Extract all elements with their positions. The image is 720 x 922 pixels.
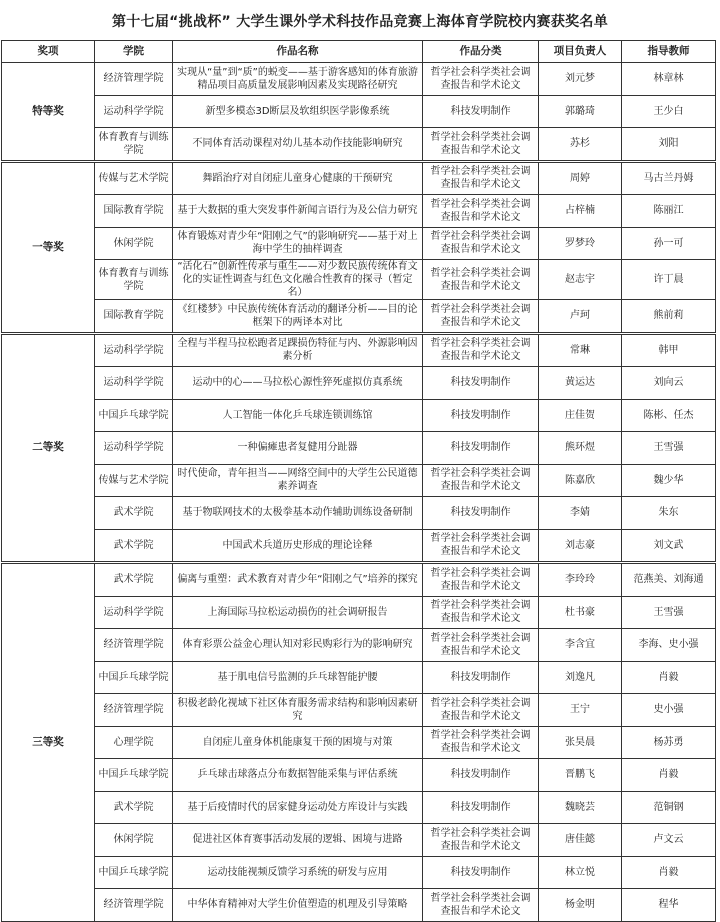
table-row — [2, 333, 716, 367]
cell-category: 哲学社会科学类社会调查报告和学术论文 — [423, 726, 539, 759]
cell-college: 经济管理学院 — [95, 63, 173, 96]
cell-category: 哲学社会科学类社会调查报告和学术论文 — [423, 128, 539, 162]
cell-work-title: 新型多模态3D断层及软组织医学影像系统 — [173, 95, 423, 128]
cell-category: 科技发明制作 — [423, 432, 539, 465]
award-level: 一等奖 — [2, 161, 95, 333]
table-row — [2, 889, 716, 922]
cell-category: 哲学社会科学类社会调查报告和学术论文 — [423, 629, 539, 662]
cell-college: 国际教育学院 — [95, 300, 173, 334]
cell-leader: 李玲玲 — [539, 563, 622, 597]
cell-leader: 赵志宇 — [539, 260, 622, 300]
cell-leader: 陈嘉欣 — [539, 464, 622, 497]
header-row — [2, 41, 716, 63]
cell-work-title: 促进社区体育赛事活动发展的逻辑、困境与进路 — [173, 824, 423, 857]
cell-leader: 林立悦 — [539, 856, 622, 889]
table-row — [2, 661, 716, 694]
cell-college: 武术学院 — [95, 563, 173, 597]
cell-advisor: 朱东 — [622, 497, 716, 530]
cell-work-title: 上海国际马拉松运动损伤的社会调研报告 — [173, 596, 423, 629]
table-row — [2, 791, 716, 824]
cell-category: 科技发明制作 — [423, 95, 539, 128]
cell-work-title: 基于后疫情时代的居家健身运动处方库设计与实践 — [173, 791, 423, 824]
cell-college: 运动科学学院 — [95, 95, 173, 128]
cell-college: 运动科学学院 — [95, 367, 173, 400]
cell-category: 哲学社会科学类社会调查报告和学术论文 — [423, 889, 539, 922]
cell-category: 哲学社会科学类社会调查报告和学术论文 — [423, 63, 539, 96]
cell-advisor: 王雪强 — [622, 432, 716, 465]
table-row — [2, 63, 716, 96]
header-work-title: 作品名称 — [173, 41, 423, 63]
cell-advisor: 史小强 — [622, 694, 716, 727]
cell-category: 科技发明制作 — [423, 367, 539, 400]
cell-leader: 刘元梦 — [539, 63, 622, 96]
table-row — [2, 629, 716, 662]
cell-advisor: 肖毅 — [622, 661, 716, 694]
cell-leader: 李婧 — [539, 497, 622, 530]
cell-leader: 刘志豪 — [539, 529, 622, 563]
table-row — [2, 195, 716, 228]
cell-college: 中国乒乓球学院 — [95, 759, 173, 792]
cell-leader: 苏杉 — [539, 128, 622, 162]
table-row — [2, 596, 716, 629]
table-row — [2, 856, 716, 889]
cell-work-title: 自闭症儿童身体机能康复干预的困境与对策 — [173, 726, 423, 759]
cell-college: 经济管理学院 — [95, 889, 173, 922]
cell-college: 休闲学院 — [95, 227, 173, 260]
cell-work-title: 一种偏瘫患者复健用分趾器 — [173, 432, 423, 465]
cell-leader: 庄佳贺 — [539, 399, 622, 432]
cell-category: 哲学社会科学类社会调查报告和学术论文 — [423, 195, 539, 228]
cell-college: 体育教育与训练学院 — [95, 128, 173, 162]
cell-leader: 唐佳懿 — [539, 824, 622, 857]
cell-category: 哲学社会科学类社会调查报告和学术论文 — [423, 464, 539, 497]
cell-advisor: 魏少华 — [622, 464, 716, 497]
cell-college: 中国乒乓球学院 — [95, 856, 173, 889]
cell-work-title: 《红楼梦》中民族传统体育活动的翻译分析——目的论框架下的两译本对比 — [173, 300, 423, 334]
cell-advisor: 林章林 — [622, 63, 716, 96]
cell-category: 科技发明制作 — [423, 497, 539, 530]
cell-work-title: 全程与半程马拉松跑者足踝损伤特征与内、外源影响因素分析 — [173, 333, 423, 367]
cell-work-title: 中华体育精神对大学生价值塑造的机理及引导策略 — [173, 889, 423, 922]
table-row — [2, 464, 716, 497]
cell-leader: 张昊晨 — [539, 726, 622, 759]
cell-work-title: 人工智能一体化乒乓球连锁训练馆 — [173, 399, 423, 432]
cell-advisor: 马古兰丹姆 — [622, 161, 716, 195]
table-row — [2, 300, 716, 334]
cell-work-title: 体育锻炼对青少年“阳刚之气”的影响研究——基于对上海中学生的抽样调查 — [173, 227, 423, 260]
table-row — [2, 432, 716, 465]
table-row — [2, 694, 716, 727]
cell-advisor: 孙一可 — [622, 227, 716, 260]
cell-college: 国际教育学院 — [95, 195, 173, 228]
cell-leader: 杨金明 — [539, 889, 622, 922]
cell-work-title: 偏离与重塑：武术教育对青少年“阳刚之气”培养的探究 — [173, 563, 423, 597]
cell-work-title: 运动中的心——马拉松心源性猝死虚拟仿真系统 — [173, 367, 423, 400]
document-title: 第十七届“挑战杯” 大学生课外学术科技作品竞赛上海体育学院校内赛获奖名单 — [111, 14, 609, 30]
cell-advisor: 陈丽江 — [622, 195, 716, 228]
cell-category: 哲学社会科学类社会调查报告和学术论文 — [423, 300, 539, 334]
cell-advisor: 范燕美、刘海通 — [622, 563, 716, 597]
cell-category: 科技发明制作 — [423, 661, 539, 694]
cell-category: 哲学社会科学类社会调查报告和学术论文 — [423, 596, 539, 629]
table-row — [2, 128, 716, 162]
cell-leader: 周婷 — [539, 161, 622, 195]
header-leader: 项目负责人 — [539, 41, 622, 63]
cell-category: 哲学社会科学类社会调查报告和学术论文 — [423, 563, 539, 597]
award-level: 三等奖 — [2, 563, 95, 922]
cell-work-title: 乒乓球击球落点分布数据智能采集与评估系统 — [173, 759, 423, 792]
cell-category: 科技发明制作 — [423, 856, 539, 889]
cell-advisor: 王雪强 — [622, 596, 716, 629]
cell-leader: 晋鹏飞 — [539, 759, 622, 792]
cell-work-title: 基于肌电信号监测的乒乓球智能护腰 — [173, 661, 423, 694]
cell-advisor: 程华 — [622, 889, 716, 922]
cell-work-title: 基于大数据的重大突发事件新闻言语行为及公信力研究 — [173, 195, 423, 228]
table-row — [2, 529, 716, 563]
cell-college: 武术学院 — [95, 497, 173, 530]
cell-leader: 杜书豪 — [539, 596, 622, 629]
cell-college: 心理学院 — [95, 726, 173, 759]
cell-advisor: 李海、史小强 — [622, 629, 716, 662]
cell-advisor: 卢文云 — [622, 824, 716, 857]
cell-college: 运动科学学院 — [95, 596, 173, 629]
cell-college: 武术学院 — [95, 529, 173, 563]
header-advisor: 指导教师 — [622, 41, 716, 63]
header-college: 学院 — [95, 41, 173, 63]
cell-work-title: 中国武术兵道历史形成的理论诠释 — [173, 529, 423, 563]
table-row — [2, 161, 716, 195]
cell-leader: 常琳 — [539, 333, 622, 367]
cell-work-title: 时代使命，青年担当——网络空间中的大学生公民道德素养调查 — [173, 464, 423, 497]
cell-advisor: 刘阳 — [622, 128, 716, 162]
cell-advisor: 刘文武 — [622, 529, 716, 563]
cell-advisor: 韩甲 — [622, 333, 716, 367]
cell-advisor: 熊前莉 — [622, 300, 716, 334]
cell-college: 武术学院 — [95, 791, 173, 824]
cell-leader: 郭璐琦 — [539, 95, 622, 128]
cell-advisor: 杨苏勇 — [622, 726, 716, 759]
table-row — [2, 399, 716, 432]
cell-advisor: 陈彬、任杰 — [622, 399, 716, 432]
cell-college: 经济管理学院 — [95, 694, 173, 727]
cell-work-title: 舞蹈治疗对自闭症儿童身心健康的干预研究 — [173, 161, 423, 195]
table-row — [2, 497, 716, 530]
cell-work-title: 积极老龄化视域下社区体育服务需求结构和影响因素研究 — [173, 694, 423, 727]
cell-advisor: 刘向云 — [622, 367, 716, 400]
cell-work-title: 不同体育活动课程对幼儿基本动作技能影响研究 — [173, 128, 423, 162]
cell-work-title: 实现从“量”到“质”的蜕变——基于游客感知的体育旅游精品项目高质量发展影响因素及实现路径研究 — [173, 63, 423, 96]
cell-category: 哲学社会科学类社会调查报告和学术论文 — [423, 333, 539, 367]
cell-college: 体育教育与训练学院 — [95, 260, 173, 300]
cell-category: 哲学社会科学类社会调查报告和学术论文 — [423, 227, 539, 260]
cell-work-title: 运动技能视频反馈学习系统的研发与应用 — [173, 856, 423, 889]
cell-leader: 卢珂 — [539, 300, 622, 334]
cell-college: 运动科学学院 — [95, 432, 173, 465]
cell-college: 经济管理学院 — [95, 629, 173, 662]
cell-category: 科技发明制作 — [423, 759, 539, 792]
cell-leader: 李含宜 — [539, 629, 622, 662]
cell-category: 哲学社会科学类社会调查报告和学术论文 — [423, 529, 539, 563]
award-level: 二等奖 — [2, 333, 95, 563]
cell-college: 中国乒乓球学院 — [95, 661, 173, 694]
cell-college: 运动科学学院 — [95, 333, 173, 367]
cell-category: 科技发明制作 — [423, 791, 539, 824]
table-row — [2, 759, 716, 792]
cell-category: 科技发明制作 — [423, 399, 539, 432]
cell-leader: 占梓楠 — [539, 195, 622, 228]
cell-category: 哲学社会科学类社会调查报告和学术论文 — [423, 161, 539, 195]
cell-advisor: 王少白 — [622, 95, 716, 128]
table-row — [2, 563, 716, 597]
table-row — [2, 367, 716, 400]
cell-advisor: 范铜钢 — [622, 791, 716, 824]
cell-college: 休闲学院 — [95, 824, 173, 857]
table-row — [2, 227, 716, 260]
cell-leader: 王宁 — [539, 694, 622, 727]
cell-work-title: 体育彩票公益金心理认知对彩民购彩行为的影响研究 — [173, 629, 423, 662]
cell-college: 中国乒乓球学院 — [95, 399, 173, 432]
awards-table — [1, 40, 716, 922]
cell-advisor: 许丁晨 — [622, 260, 716, 300]
cell-leader: 罗梦玲 — [539, 227, 622, 260]
cell-advisor: 肖毅 — [622, 856, 716, 889]
cell-leader: 魏晓芸 — [539, 791, 622, 824]
table-row — [2, 726, 716, 759]
table-row — [2, 260, 716, 300]
cell-category: 哲学社会科学类社会调查报告和学术论文 — [423, 824, 539, 857]
cell-leader: 刘逸凡 — [539, 661, 622, 694]
cell-category: 哲学社会科学类社会调查报告和学术论文 — [423, 260, 539, 300]
cell-work-title: “活化石”创新性传承与重生——对少数民族传统体育文化的实证性调查与红色文化融合性教育的探寻（暂定名） — [173, 260, 423, 300]
table-row — [2, 824, 716, 857]
header-award: 奖项 — [2, 41, 95, 63]
cell-leader: 黄运达 — [539, 367, 622, 400]
award-level: 特等奖 — [2, 63, 95, 162]
cell-work-title: 基于物联网技术的太极拳基本动作辅助训练设备研制 — [173, 497, 423, 530]
header-category: 作品分类 — [423, 41, 539, 63]
cell-leader: 熊环煜 — [539, 432, 622, 465]
cell-category: 哲学社会科学类社会调查报告和学术论文 — [423, 694, 539, 727]
cell-advisor: 肖毅 — [622, 759, 716, 792]
table-row — [2, 95, 716, 128]
cell-college: 传媒与艺术学院 — [95, 161, 173, 195]
cell-college: 传媒与艺术学院 — [95, 464, 173, 497]
